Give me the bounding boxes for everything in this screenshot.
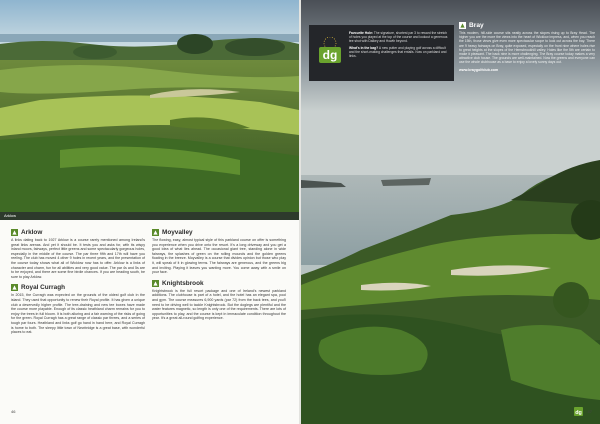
dg-logo-icon xyxy=(315,37,345,67)
triangle-pin-icon xyxy=(459,22,466,29)
page-number-right: 47 xyxy=(587,409,592,414)
course-section-bray xyxy=(459,22,595,72)
photo-caption-bar xyxy=(0,212,299,220)
section-title: Royal Curragh xyxy=(21,284,66,292)
triangle-pin-icon xyxy=(152,229,159,236)
section-body: A links dating back to 1927 Arklow is a course rarely mentioned among Ireland's great links arenas. And yet it should be. It tests you and asks for, with its wispy inland moors, fairways, perfect little greens and some spectacularly gorgeous holes, especially in the middle of the course. The par three fifth and 17th will have you reeling. The club has moved 4 other 9 holes in recent years, and the presentation of the course today shows what all of Wicklow now has to offer. Arklow is a links of character and charm, fun for all abilities and very good value. The par 4s and 5s are to be enjoyed, and there are some fine birdie chances. If you are heading south, be sure to play Arklow. xyxy=(11,238,145,279)
course-section-knightsbrook xyxy=(152,280,286,321)
dg-small-logo-icon xyxy=(574,407,583,416)
in-the-bag-text: A new putter and playing golf across a difficult and the short-making challenges that entails. Now on parkland and links. xyxy=(349,46,447,59)
section-title: Knightsbrook xyxy=(162,279,204,287)
favourite-hole-text: The signature, shortest par 3 to reward the stretch of holes you played at the top of the course and lookout a generous tee shot with Dalkey and Howth beyond. xyxy=(349,31,448,44)
favourite-hole-label: Favourite Hole: xyxy=(349,31,373,35)
info-box xyxy=(309,25,454,81)
page-number-left: 46 xyxy=(11,409,16,414)
section-title: Arklow xyxy=(21,229,43,236)
golf-course-illustration xyxy=(0,0,299,220)
course-section-moyvalley xyxy=(152,229,286,275)
left-page xyxy=(0,0,299,424)
section-body: The flowing, easy, almost typical style of this parkland course on offer is something you experience when you drive onto the resort. It's a long driveway and you get a good idea of what lies ahead. The occasional giant tree, standing alone in wide fairways, the splashes of green on the rolling mounds and the golden greens floating in the breeze. Moyvalley is a course that divides opinion but those who play it, will speak of it in glowing terms. The fairways are generous, and the greens big and inviting. Playing it leaves you wanting more. You come away with a smile on your face. xyxy=(152,238,286,275)
logo-text: dg xyxy=(322,48,338,62)
website-link[interactable]: www.braygolfclub.com xyxy=(459,67,499,72)
course-section-arklow xyxy=(11,229,145,279)
section-body: In 2015, the Curragh was expected on the grounds of the oldest golf club in the island. They used that opportunity to renew their Royal profile. It has given a unique club a deservedly higher profile. The tree-draining and new tee boxes have made the course more playable. Enough of its classic heathland charm remains for you to enjoy the trees in full bloom. It is both alluring and a fair warning of the risks of going for the green. Royal Curragh has a great range of classic par threes, and a series of tough par fours. Heathland and links golf go hand in hand here, and Royal Curragh is home to both. The sleepy little town of Newbridge is a great base, with wonderful places to eat. xyxy=(11,293,145,335)
golf-course-photo xyxy=(0,0,299,220)
in-the-bag-label: What's in the bag? xyxy=(349,46,379,51)
triangle-pin-icon xyxy=(11,284,18,291)
section-body: This modern, hill-side course sits neatly across the slopes rising up to Bray Head. The higher you are the more the views into the heart of Wicklow impress, and, when you reach the 15th, those views give even more spectacular scope to look out across the bay. There are 9 heavy fairways on Bray, quite exposed, especially on the front nine where holes rise to great heights at the slopes of the Hemsbrookhill valley. Holes like the 5th are certain to make it pleasant. The back nine is more challenging. The Bray course today makes a very attractive club house. The grounds are well-maintained. Now the greens and everyone can use the whole clubhouse as a base to enjoy a lovely sunny days out. xyxy=(459,31,595,65)
course-section-royal-curragh xyxy=(11,284,145,334)
triangle-pin-icon xyxy=(11,229,18,236)
right-page xyxy=(301,0,600,424)
triangle-pin-icon xyxy=(152,280,159,287)
left-column-1 xyxy=(11,229,145,340)
section-title: Bray xyxy=(469,22,484,29)
svg-text:dg: dg xyxy=(575,409,582,416)
section-body: Knightsbrook is the full resort package and one of Ireland's newest parkland additions. The clubhouse is part of a hotel, and the hotel has an elegant spa, pool and gym. The course measures 6,900 yards (par 72) from the back tees, and you'll need to be driving well to tackle Knightsbrook. But the doglegs are plentiful and the water features magnetic, so length is only one of the requirements. There are lots of opportunities to play, and the course is kept in immaculate condition throughout the year. It's a great all-round golfing experience. xyxy=(152,288,286,321)
section-title: Moyvalley xyxy=(162,229,193,236)
info-box-text xyxy=(349,31,449,62)
left-column-2 xyxy=(152,229,286,326)
photo-caption: Arklow xyxy=(4,213,17,218)
